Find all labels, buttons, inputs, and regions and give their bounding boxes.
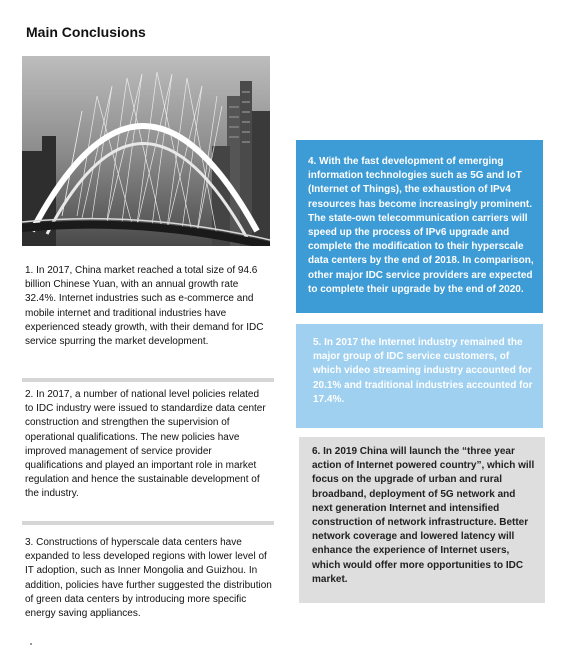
conclusion-5-text: 5. In 2017 the Internet industry remained the major group of IDC service customers, of which video streaming industry accounted for 20.1% and traditional industries accounted for 17.4%. [313,337,533,405]
conclusion-6-text: 6. In 2019 China will launch the “three year action of Internet powered country”, which will focus on the upgrade of urban and rural broadband, deployment of 5G network and next generation Internet and intensified construction of network infrastructure. Better network coverage and lowered latency will enhance the experience of Internet users, which would offer more opportunities to IDC market. [312,446,535,585]
conclusion-6-box [299,437,545,603]
conclusion-5-box [296,324,543,428]
conclusion-2-text: 2. In 2017, a number of national level policies related to IDC industry were issued to standardize data center construction and strengthen the supervision of operational qualifications. The new policies have improved management of service provider qualifications and played an important role in market regulation and hence the sustainable development of the industry. [25,389,266,500]
conclusion-1-text: 1. In 2017, China market reached a total size of 94.6 billion Chinese Yuan, with an annual growth rate 32.4%. Internet industries such as e-commerce and mobile internet and traditional industries have experienced steady growth, with their demand for IDC service spurring the market development. [25,265,264,348]
conclusion-4-box [296,140,543,313]
conclusion-3-text: 3. Constructions of hyperscale data centers have expanded to less developed regions with lower level of IT adoption, such as Inner Mongolia and Guizhou. In addition, policies have further suggested the distribution of green data centers by introducing more specific energy saving appliances. [25,537,272,620]
bridge-photo [22,56,270,246]
divider [22,521,274,525]
page-title: Main Conclusions [26,24,146,40]
stray-mark [30,643,32,645]
conclusion-4-text: 4. With the fast development of emerging information technologies such as 5G and IoT (Internet of Things), the exhaustion of IPv4 resources has become increasingly prominent. The state-own telecommunication carriers will speed up the process of IPv6 upgrade and complete the modification to their hyperscale data centers by the end of 2018. In comparison, other major IDC service providers are expected to complete their upgrade by the end of 2020. [308,156,534,295]
divider [22,378,274,382]
bridge-illustration [22,56,270,246]
